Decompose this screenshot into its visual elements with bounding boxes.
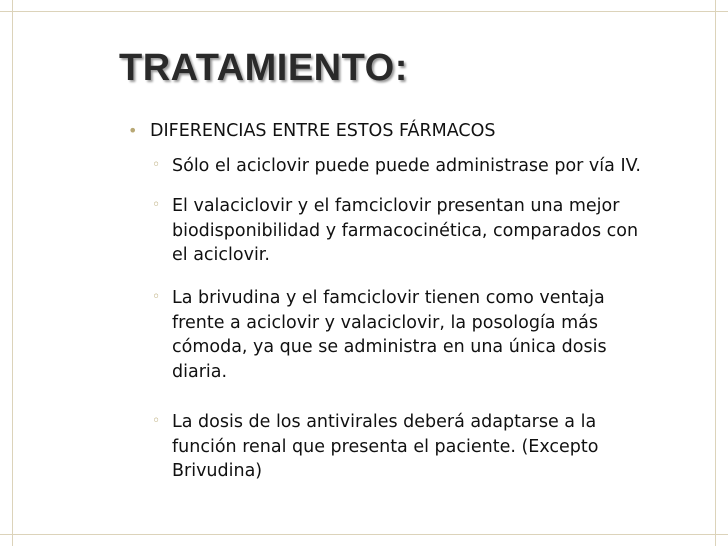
sub-bullet-icon: ◦ <box>152 289 161 305</box>
list-item-line: el aciclovir. <box>172 245 270 265</box>
slide-title: TRATAMIENTO: <box>119 47 408 89</box>
list-item-line: cómoda, ya que se administra en una única dosis <box>172 337 607 357</box>
bullet-icon: • <box>128 121 138 140</box>
list-item-line: El valaciclovir y el famciclovir presentan una mejor <box>172 196 620 216</box>
sub-bullet-icon: ◦ <box>152 413 161 429</box>
sub-bullet-icon: ◦ <box>152 197 161 213</box>
list-item-line: Sólo el aciclovir puede puede administrase por vía IV. <box>172 156 641 176</box>
list-item-line: función renal que presenta el paciente. (Excepto <box>172 436 599 457</box>
list-item <box>172 154 712 179</box>
list-item <box>172 410 712 484</box>
list-item-line: Brivudina) <box>172 461 263 481</box>
list-item-line: frente a aciclovir y valaciclovir, la posología más <box>172 312 598 333</box>
sub-bullet-icon: ◦ <box>152 157 161 173</box>
list-item-line: La dosis de los antivirales deberá adaptarse a la <box>172 412 597 432</box>
list-item-line: diaria. <box>172 361 228 382</box>
bullet-heading: DIFERENCIAS ENTRE ESTOS FÁRMACOS <box>150 121 496 141</box>
list-item-line: biodisponibilidad y farmacocinética, comparados con <box>172 220 639 241</box>
list-item <box>172 194 712 268</box>
list-item <box>172 286 712 384</box>
list-item-line: La brivudina y el famciclovir tienen como ventaja <box>172 288 605 308</box>
